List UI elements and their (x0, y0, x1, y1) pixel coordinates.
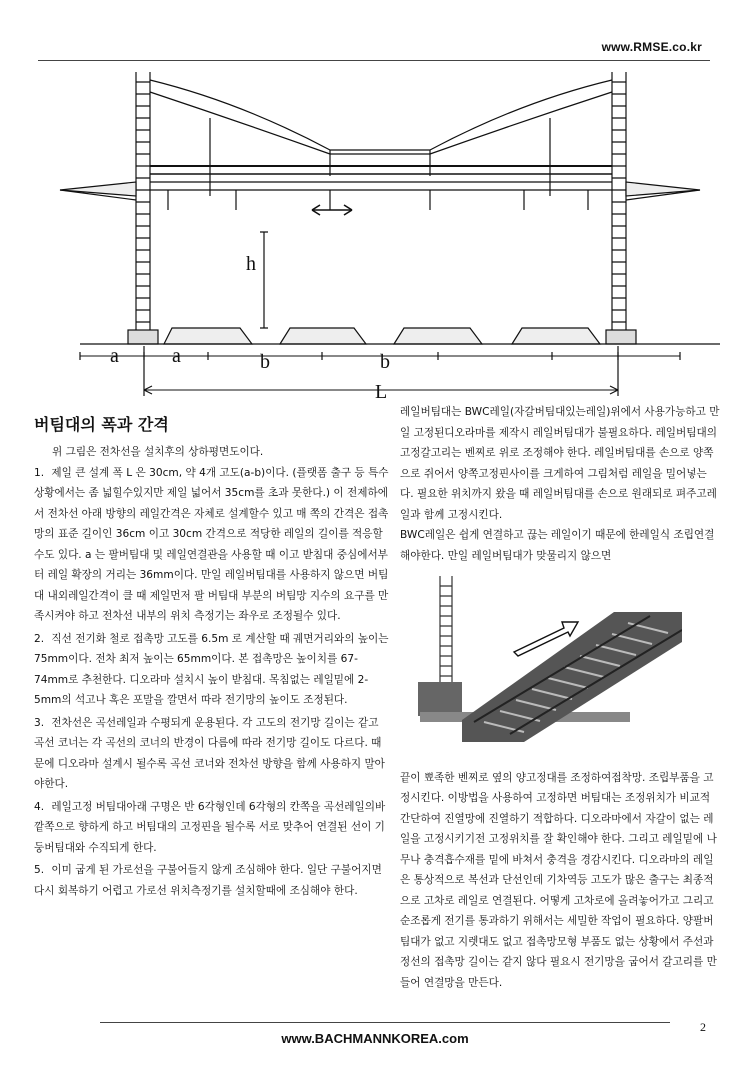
adjust-arrow (312, 205, 352, 215)
dim-label-b2: b (380, 351, 390, 373)
list-item (34, 860, 389, 901)
intro-text: 위 그림은 전차선을 설치후의 상하평면도이다. (52, 446, 264, 458)
dim-label-b1: b (260, 351, 270, 373)
catenary-diagram (40, 62, 720, 402)
right-column (400, 402, 720, 993)
rail-clamp-photo (414, 572, 682, 752)
dim-label-a2: a (172, 345, 181, 367)
list-text: 제일 큰 설계 폭 L 은 30cm, 약 4개 고도(a-b)이다. (플랫폼 출구 등 특수상황에서는 좀 넓힐수있지만 제일 넓어서 35cm를 초과 못한다.) 이 전제하에서 전차선 아래 방향의 레일간격은 자체로 설계할수 있고 매 쪽의 간격은 접촉망의 표준 길이인 36cm 이고 30cm 간격으로 적당한 레일의 길이를 적응할수도 있다. a 는 팔버팀대 및 레일연결관을 사용할 때 이고 받침대 중심에서부터 레일 확장의 거리는 36mm이다. 만일 레일버팀대를 사용하지 않으면 버팀대 내외레일간격이 클 때 제일먼저 팔 버팀대 부분의 버팀망 지수의 요구를 만족시켜야 하고 전차선 내부의 위치 측정기는 좌우로 조정될수 있다. (34, 466, 389, 622)
dim-label-a1: a (110, 345, 119, 367)
left-column (34, 402, 389, 903)
list-number: 2. (34, 632, 45, 645)
left-mast (128, 72, 158, 344)
track-4 (512, 328, 600, 344)
right-paragraph-1: 레일버팀대는 BWC레일(자갈버팀대있는레일)위에서 사용가능하고 만일 고정된디오라마를 제작시 레일버팀대가 불필요하다. 레일버팀대의 고정갈고리는 벤찌로 위로 조정해야 한다. 레일버팀대를 손으로 양쪽으로 쥐어서 양쪽고정핀사이를 크게하여 그림처럼 레일을 밀어넣는다. 필요한 위치까지 왔을 때 레일버팀대를 손으로 원래되로 펴주고레일과 함께 고정시킨다. (400, 406, 720, 521)
track-1 (164, 328, 252, 344)
footer-site-url: www.BACHMANNKOREA.com (281, 1031, 469, 1046)
footer-rule (100, 1022, 670, 1023)
right-paragraph-3: 끝이 뾰족한 벤찌로 옆의 양고정대를 조정하여접착망. 조립부품을 고정시킨다. 이방법을 사용하여 고정하면 버팀대는 조정위치가 비교적 간단하여 진열망에 진열하기 적합하다. 디오라마에서 자갈이 없는 레일을 고정시키기전 고정위치를 잘 확인해야 한다. 그리고 레일밑에 나무나 충격흡수재를 밑에 바쳐서 충격을 경감시킨다. 디오라마의 레일은 통상적으로 복선과 단선인데 기차역등 고도가 많은 출구는 최종적으로 고차로 레일로 연결된다. 어떻게 고차로에 올려놓어가고 그리고 순조롭게 전기를 통과하기 위해서는 세밀한 작업이 필요하다. 양팔버팀대가 없고 지렛대도 없고 접촉망모형 부품도 없는 상황에서 주선과정선의 접촉망 길이는 같지 않다 필요시 전기망을 굽어서 갈고리를 만들어 연결망을 만든다. (400, 771, 717, 989)
list-item (34, 797, 389, 859)
list-text: 직선 전기화 철로 접촉망 고도를 6.5m 로 계산할 때 궤면거리와의 높이는 75mm이다. 전차 최저 높이는 65mm이다. 본 접촉망은 높이치를 67-74mm로 추천한다. 디오라마 설치시 높이 받침대. 목침없는 레일밑에 2-5mm의 석고나 혹은 포말을 깔면서 따라 전기망의 높이도 조정된다. (34, 632, 389, 706)
page-number: 2 (700, 1020, 706, 1034)
list-item (34, 463, 389, 627)
list-item (34, 629, 389, 711)
header-site-url: www.RMSE.co.kr (601, 40, 702, 54)
track-2 (280, 328, 366, 344)
list-number: 4. (34, 800, 45, 813)
list-number: 1. (34, 466, 45, 479)
right-mast (606, 72, 636, 344)
list-text: 전차선은 곡선레일과 수평되게 운용된다. 각 고도의 전기망 길이는 같고 곡선 코너는 각 곡선의 코너의 반경이 다름에 따라 전기망 길이도 다르다. 때문에 디오라마 설계시 될수록 곡선 코너와 전차선 방향을 함께 사용하지 말아야한다. (34, 716, 385, 790)
dim-label-h: h (246, 253, 256, 275)
list-text: 이미 굽게 된 가로선을 구불어들지 않게 조심해야 한다. 일단 구불어지면 다시 회복하기 어렵고 가로선 위치측정기를 설치할때에 조심해야 한다. (34, 864, 382, 897)
list-text: 레일고정 버팀대아래 구명은 반 6각형인데 6각형의 칸쪽을 곡선레일의바깥쪽으로 향하게 하고 버팀대의 고정핀을 될수록 서로 맞추어 연결된 선이 기둥버팀대와 수직되게 한다. (34, 800, 386, 854)
list-number: 3. (34, 716, 45, 729)
section-title: 버팀대의 폭과 간격 (34, 415, 169, 434)
dim-label-L: L (375, 381, 388, 402)
list-number: 5. (34, 864, 45, 876)
numbered-list (34, 463, 389, 902)
track-3 (394, 328, 482, 344)
list-item (34, 713, 389, 795)
header-rule (38, 60, 710, 61)
right-paragraph-2: BWC레일은 쉽게 연결하고 끊는 레일이기 때문에 한레일식 조립연결해야한다. 만일 레일버팀대가 맞물리지 않으면 (400, 529, 715, 562)
